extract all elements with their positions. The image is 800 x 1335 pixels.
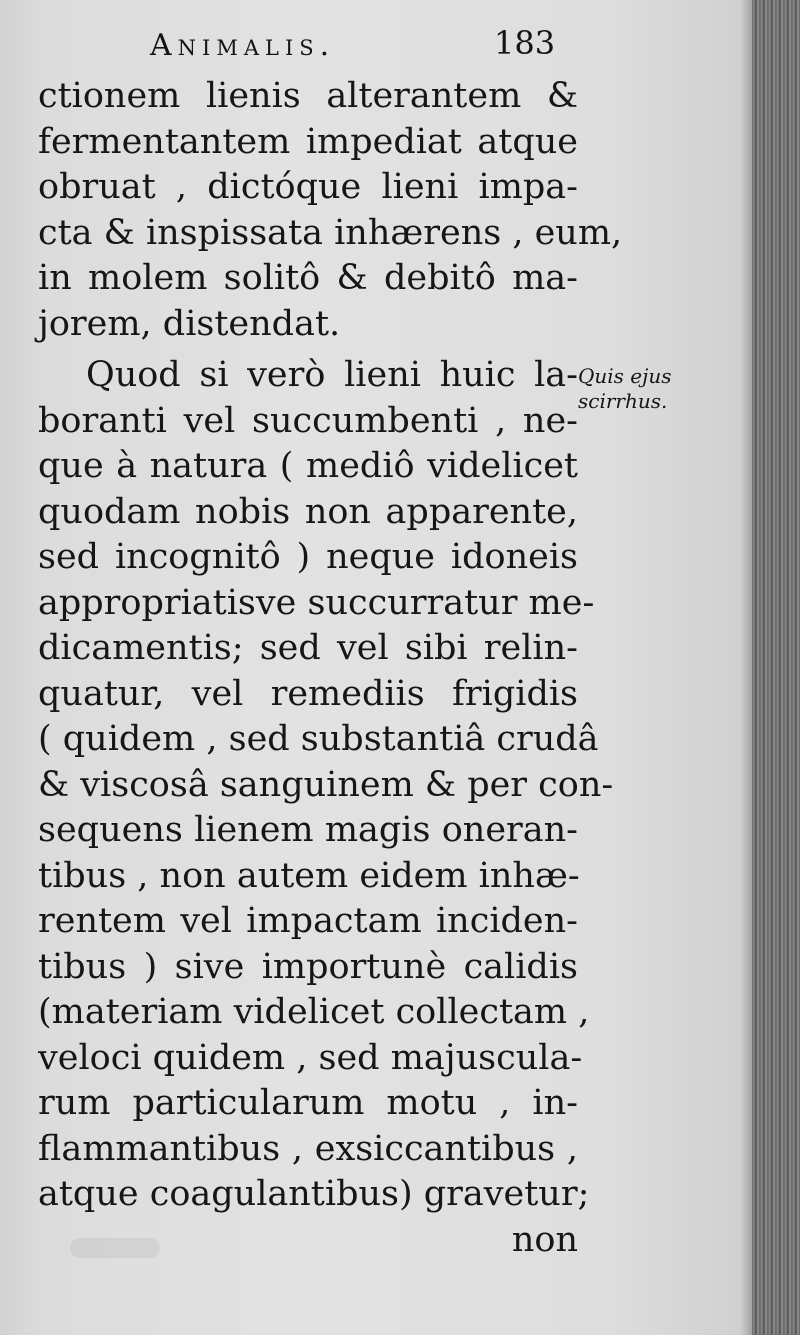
text-line: tibus ) sive importunè calidis <box>38 946 578 987</box>
text-line: jorem, distendat. <box>38 303 341 344</box>
ink-smudge <box>70 1238 160 1258</box>
text-line: dicamentis; sed vel sibi relin- <box>38 628 578 668</box>
marginal-note-line: Quis ejus <box>578 364 672 388</box>
text-line: que à natura ( mediô videlicet <box>38 446 578 486</box>
text-line: (materiam videlicet collectam , <box>38 992 590 1032</box>
text-line: quatur, vel remediis frigidis <box>38 673 578 714</box>
page-number: 183 <box>494 24 556 62</box>
text-line: quodam nobis non apparente, <box>38 491 578 532</box>
text-line: cta & inspissata inhærens , eum, <box>38 212 623 253</box>
text-line: in molem solitô & debitô ma- <box>38 258 578 298</box>
text-line: flammantibus , exsiccantibus , <box>38 1128 578 1169</box>
text-line: appropriatisve succurratur me- <box>38 582 595 623</box>
page-stack-edge <box>752 0 800 1335</box>
text-line: & viscosâ sanguinem & per con- <box>38 764 614 805</box>
text-line: tibus , non autem eidem inhæ- <box>38 855 580 896</box>
text-line: obruat , dictóque lieni impa- <box>38 167 578 207</box>
marginal-note <box>578 364 718 414</box>
text-line: veloci quidem , sed majuscula- <box>38 1037 583 1078</box>
text-line: boranti vel succumbenti , ne- <box>38 400 578 441</box>
text-line: Quod si verò lieni huic la- <box>86 355 578 395</box>
text-line: rentem vel impactam inciden- <box>38 901 578 941</box>
marginal-note-line: scirrhus. <box>578 389 668 413</box>
text-line: ctionem lienis alterantem & <box>38 76 578 116</box>
text-line: ( quidem , sed substantiâ crudâ <box>38 719 599 759</box>
gutter-shadow <box>740 0 752 1335</box>
text-line: rum particularum motu , in- <box>38 1083 578 1123</box>
text-line: fermentantem impediat atque <box>38 121 578 162</box>
running-head: Animalis. <box>150 28 336 63</box>
text-line: sequens lienem magis oneran- <box>38 810 578 850</box>
text-line: sed incognitô ) neque idoneis <box>38 537 578 577</box>
text-line: atque coagulantibus) gravetur; <box>38 1174 590 1214</box>
catchword: non <box>511 1219 578 1260</box>
